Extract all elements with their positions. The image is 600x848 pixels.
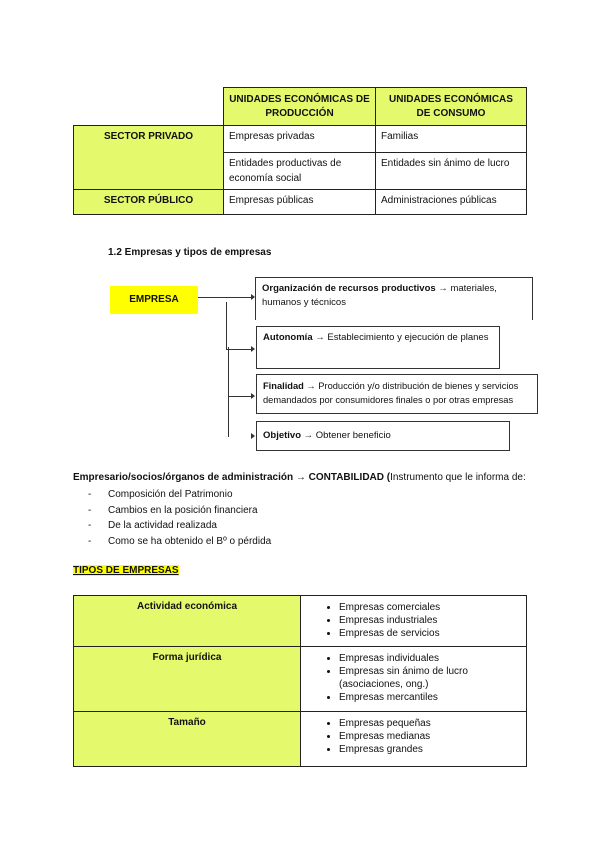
empresa-box: EMPRESA — [110, 286, 198, 314]
table-cell: Entidades sin ánimo de lucro — [375, 152, 527, 190]
connector — [226, 302, 227, 350]
connector — [228, 396, 252, 397]
connector — [198, 297, 252, 298]
tipo-items: • Empresas individuales • Empresas sin ánimo de lucro (asociaciones, ong.) • Empresas mercantiles — [300, 646, 527, 712]
table-cell: Administraciones públicas — [375, 189, 527, 215]
tipo-label: Forma jurídica — [73, 646, 301, 712]
sector-publico: SECTOR PÚBLICO — [73, 189, 224, 215]
table-cell: Familias — [375, 125, 527, 153]
arrow-icon — [251, 433, 255, 439]
tipo-items: • Empresas pequeñas • Empresas medianas • Empresas grandes — [300, 711, 527, 767]
table-cell: Entidades productivas de economía social — [223, 152, 376, 190]
list-item: - Cambios en la posición financiera — [88, 504, 258, 516]
tipo-label: Actividad económica — [73, 595, 301, 647]
diagram-box-objetivo: Objetivo → Obtener beneficio — [256, 421, 510, 451]
diagram-box-autonomia: Autonomía → Establecimiento y ejecución de planes — [256, 326, 500, 369]
list-item: - De la actividad realizada — [88, 520, 217, 532]
table-cell: Empresas públicas — [223, 189, 376, 215]
header-consumo: UNIDADES ECONÓMICAS DE CONSUMO — [375, 87, 527, 126]
sector-privado: SECTOR PRIVADO — [73, 125, 224, 190]
tipo-label: Tamaño — [73, 711, 301, 767]
diagram-box-organizacion: Organización de recursos productivos → materiales, humanos y técnicos — [255, 277, 533, 320]
contabilidad-line: Empresario/socios/órganos de administración → CONTABILIDAD (Instrumento que le informa de: — [73, 472, 526, 483]
contabilidad-list — [88, 487, 271, 550]
arrow-icon — [251, 393, 255, 399]
connector — [226, 349, 252, 350]
list-item: - Como se ha obtenido el Bº o pérdida — [88, 536, 272, 548]
tipo-items: • Empresas comerciales • Empresas industriales • Empresas de servicios — [300, 595, 527, 647]
connector — [228, 347, 229, 437]
header-produccion: UNIDADES ECONÓMICAS DE PRODUCCIÓN — [223, 87, 376, 126]
section-title: 1.2 Empresas y tipos de empresas — [108, 247, 272, 258]
tipos-title: TIPOS DE EMPRESAS — [73, 565, 179, 576]
list-item: - Composición del Patrimonio — [88, 489, 233, 500]
arrow-icon — [251, 346, 255, 352]
table-cell: Empresas privadas — [223, 125, 376, 153]
diagram-box-finalidad: Finalidad → Producción y/o distribución de bienes y servicios demandados por consumidores finales o por otras empresas — [256, 374, 538, 414]
